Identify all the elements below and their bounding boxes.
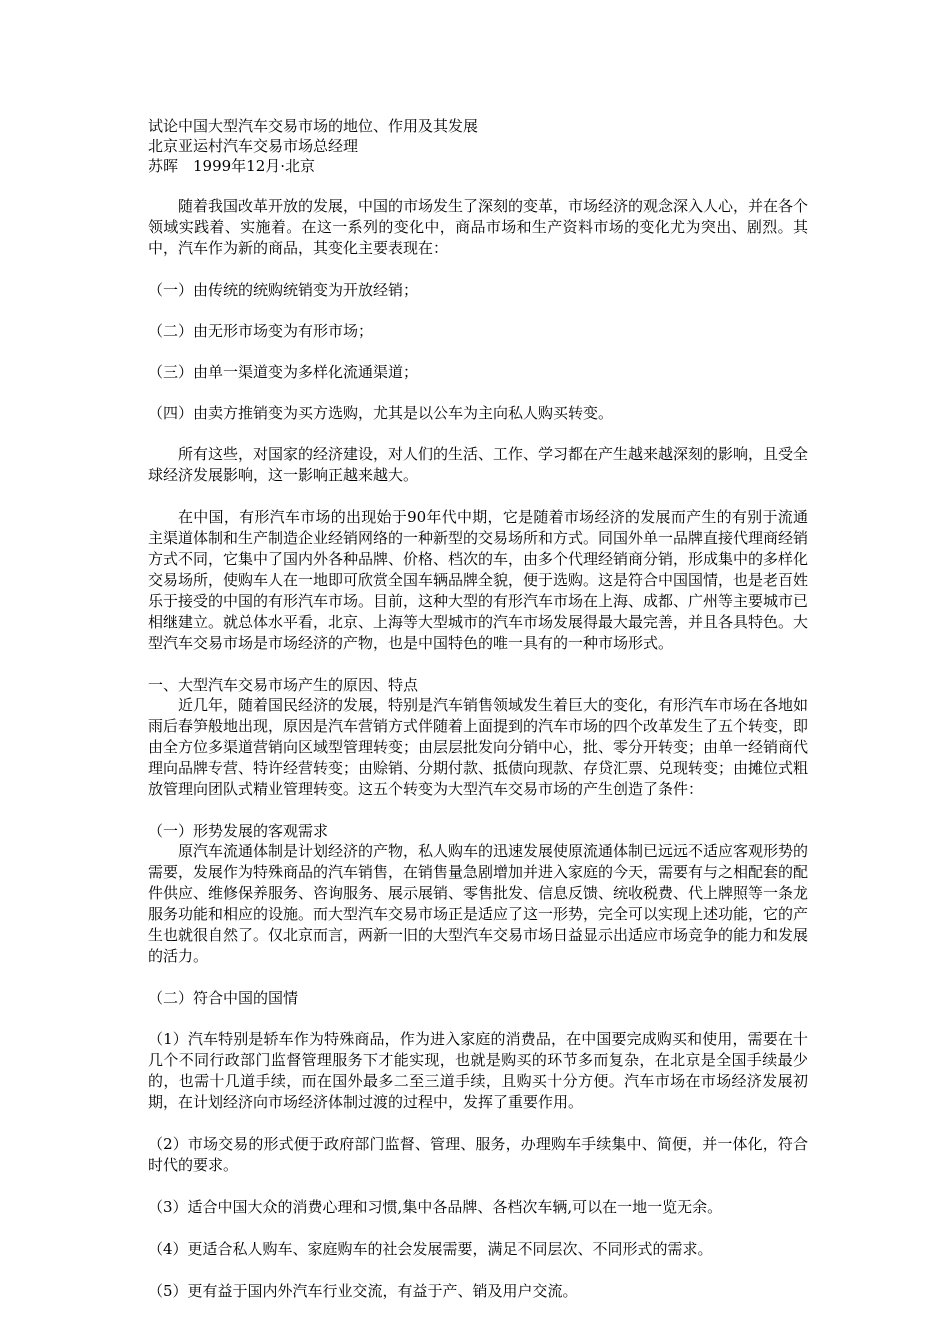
author-date: 苏晖 1999年12月·北京 xyxy=(148,157,316,175)
change-item: （四）由卖方推销变为买方选购，尤其是以公车为主向私人购买转变。 xyxy=(148,404,614,422)
condition-item: （2）市场交易的形式便于政府部门监督、管理、服务，办理购车手续集中、简便，并一体化，符合时代的要求。 xyxy=(148,1135,808,1174)
change-item: （二）由无形市场变为有形市场； xyxy=(148,322,374,340)
subsection1-paragraph: 原汽车流通体制是计划经济的产物，私人购车的迅速发展使原流通体制已远远不适应客观形势的需要，发展作为特殊商品的汽车销售，在销售量急剧增加并进入家庭的今天，需要有与之相配套的配件供应、维修保养服务、咨询服务、展示展销、零售批发、信息反馈、统收税费、代上牌照等一条龙服务功能和相应的设施。而大型汽车交易市场正是适应了这一形势，完全可以实现上述功能，它的产生也就很自然了。仅北京而言，两新一旧的大型汽车交易市场日益显示出适应市场竞争的能力和发展的活力。 xyxy=(148,842,809,965)
change-item: （三）由单一渠道变为多样化流通渠道； xyxy=(148,363,419,381)
intro-paragraph: 随着我国改革开放的发展，中国的市场发生了深刻的变革，市场经济的观念深入人心，并在各个领域实践着、实施着。在这一系列的变化中，商品市场和生产资料市场的变化尤为突出、剧烈。其中，汽车作为新的商品，其变化主要表现在： xyxy=(148,197,809,257)
condition-item: （1）汽车特别是轿车作为特殊商品，作为进入家庭的消费品，在中国要完成购买和使用，需要在十几个不同行政部门监督管理服务下才能实现，也就是购买的环节多而复杂，在北京是全国手续最少的，也需十几道手续，而在国外最多二至三道手续，且购买十分方便。汽车市场在市场经济发展初期，在计划经济向市场经济体制过渡的过程中，发挥了重要作用。 xyxy=(148,1030,808,1111)
document-page xyxy=(148,116,808,1302)
doc-title: 试论中国大型汽车交易市场的地位、作用及其发展 xyxy=(148,117,479,135)
change-item: （一）由传统的统购统销变为开放经销； xyxy=(148,281,419,299)
section1-paragraph: 近几年，随着国民经济的发展，特别是汽车销售领域发生着巨大的变化，有形汽车市场在各地如雨后春笋般地出现，原因是汽车营销方式伴随着上面提到的汽车市场的四个改革发生了五个转变，即由全方位多渠道营销向区域型管理转变；由层层批发向分销中心，批、零分开转变；由单一经销商代理向品牌专营、特许经营转变；由赊销、分期付款、抵债向现款、存贷汇票、兑现转变；由摊位式粗放管理向团队式精业管理转变。这五个转变为大型汽车交易市场的产生创造了条件： xyxy=(148,696,809,798)
author-position: 北京亚运村汽车交易市场总经理 xyxy=(148,137,359,155)
condition-item: （3）适合中国大众的消费心理和习惯,集中各品牌、各档次车辆,可以在一地一览无余。 xyxy=(148,1198,723,1216)
section1-heading: 一、大型汽车交易市场产生的原因、特点 xyxy=(148,676,419,694)
condition-item: （4）更适合私人购车、家庭购车的社会发展需要，满足不同层次、不同形式的需求。 xyxy=(148,1240,713,1258)
condition-item: （5）更有益于国内外汽车行业交流，有益于产、销及用户交流。 xyxy=(148,1282,578,1300)
subsection2-heading: （二）符合中国的国情 xyxy=(148,989,299,1007)
subsection1-heading: （一）形势发展的客观需求 xyxy=(148,822,329,840)
china-market-paragraph: 在中国，有形汽车市场的出现始于90年代中期，它是随着市场经济的发展而产生的有别于流通主渠道体制和生产制造企业经销网络的一种新型的交易场所和方式。同国外单一品牌直接代理商经销方式不同，它集中了国内外各种品牌、价格、档次的车，由多个代理经销商分销，形成集中的多样化交易场所，使购车人在一地即可欣赏全国车辆品牌全貌，便于选购。这是符合中国国情，也是老百姓乐于接受的中国的有形汽车市场。目前，这种大型的有形汽车市场在上海、成都、广州等主要城市已相继建立。就总体水平看，北京、上海等大型城市的汽车市场发展得最大最完善，并且各具特色。大型汽车交易市场是市场经济的产物，也是中国特色的唯一具有的一种市场形式。 xyxy=(148,508,809,652)
influence-paragraph: 所有这些，对国家的经济建设，对人们的生活、工作、学习都在产生越来越深刻的影响，且受全球经济发展影响，这一影响正越来越大。 xyxy=(148,445,809,484)
